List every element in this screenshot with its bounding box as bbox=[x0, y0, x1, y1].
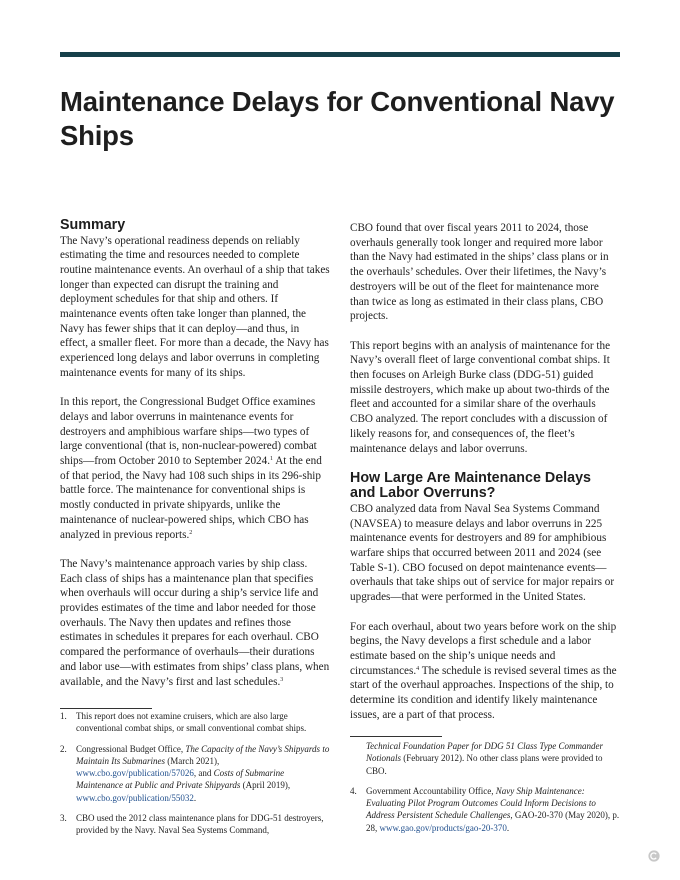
footnote-ref-3[interactable]: 3 bbox=[280, 676, 284, 683]
footnote-divider bbox=[60, 708, 152, 709]
footnotes-right bbox=[350, 740, 622, 842]
summary-paragraph-4: CBO found that over fiscal years 2011 to 2024, those overhauls generally took longer and required more labor than the Navy had estimated in the ships’ class plans or in the overhauls’ schedules. Over their lifetimes, the Navy’s destroyers will be out of the fleet for maintenance more than twice as long as estimated in their class plans, CBO projects. bbox=[350, 222, 609, 323]
summary-paragraph-2: In this report, the Congressional Budget Office examines delays and labor overruns in maintenance events for destroyers and amphibious warfare ships—two types of large conventional (that is, non-nuclear-powered) combat ships—from October 2010 to September 2024.$^1$ At the end of that period, the Navy had 108 such ships in its 296-ship battle force. The maintenance for conventional ships is mostly conducted in private shipyards, unlike the maintenance of nuclear-powered ships, which CBO has analyzed in previous reports.$^2$ bbox=[60, 396, 322, 541]
footnotes-left bbox=[60, 710, 332, 845]
header-rule bbox=[60, 52, 620, 57]
footnote-link-55032[interactable]: www.cbo.gov/publication/55032 bbox=[76, 792, 194, 803]
section-paragraph-1: CBO analyzed data from Naval Sea Systems Command (NAVSEA) to measure delays and labor overruns in 225 maintenance events for destroyers and 89 for amphibious warfare ships that occurred between 2011 and 2024 (see Table S-1). CBO focused on depot maintenance events—overhauls that take ships out of service for major repairs or upgrades—that were performed in the United States. bbox=[350, 502, 615, 604]
footnote-3-continued: Technical Foundation Paper for DDG 51 Class Type Commander Notionals (February 2012). No other class plans were provided to CBO. bbox=[366, 741, 603, 776]
footnote-divider-continued bbox=[350, 736, 442, 737]
footnote-ref-4[interactable]: 4 bbox=[416, 665, 420, 672]
footnote-2: 2. Congressional Budget Office, The Capacity of the Navy’s Shipyards to Maintain Its Submarines (March 2021), www.cbo.gov/publication/57026, and Costs of Submarine Maintenance at Public and Private Shipyards (April 2019), www.cbo.gov/publication/55032. bbox=[60, 743, 330, 803]
footnote-4: 4. Government Accountability Office, Navy Ship Maintenance: Evaluating Pilot Program Outcomes Could Inform Decisions to Address Persistent Schedule Challenges, GAO-20-370 (May 2020), p. 28, www.gao.gov/products/gao-20-370. bbox=[350, 785, 620, 833]
section-paragraph-2: For each overhaul, about two years before work on the ship begins, the Navy develops a first schedule and a labor estimate based on the ship’s unique needs and circumstances.$^4$ The schedule is revised several times as the start of the overhaul approaches. Inspections of the ship, to determine its condition and identify likely maintenance issues, are a part of that process. bbox=[350, 620, 617, 721]
footnote-ref-1[interactable]: 1 bbox=[270, 456, 274, 463]
footnote-link-gao[interactable]: www.gao.gov/products/gao-20-370 bbox=[379, 822, 507, 833]
summary-paragraph-3: The Navy’s maintenance approach varies by ship class. Each class of ships has a maintenance plan that specifies when overhauls will occur during a ship’s service life and provides estimates of the time and labor needed for those overhauls. The Navy then updates and refines those estimates in schedules it prepares for each overhaul. CBO compared the performance of overhauls—their durations and labor use—with estimates from ships’ class plans, when available, and the Navy’s first and last schedules.$^3$ bbox=[60, 557, 330, 688]
page-title: Maintenance Delays for Conventional Navy Ships bbox=[60, 86, 615, 151]
footnote-1: 1. This report does not examine cruisers, which are also large conventional combat ships, or small conventional combat ships. bbox=[60, 711, 307, 734]
right-column bbox=[350, 221, 620, 737]
section-heading-delays: How Large Are Maintenance Delays and Labor Overruns? bbox=[350, 469, 592, 502]
footnote-3: 3. CBO used the 2012 class maintenance plans for DDG-51 destroyers, provided by the Navy. Naval Sea Systems Command, bbox=[60, 813, 324, 836]
footnote-link-57026[interactable]: www.cbo.gov/publication/57026 bbox=[76, 768, 194, 779]
footnote-ref-2[interactable]: 2 bbox=[189, 529, 193, 536]
summary-heading: Summary bbox=[60, 217, 126, 233]
summary-paragraph-1: The Navy’s operational readiness depends on reliably estimating the time and resources needed to complete routine maintenance events. An overhaul of a ship that takes longer than expected can disrupt the training and deployment schedules for that ship and others. If maintenance events often take longer than planned, the Navy has fewer ships that it can deploy—and thus, in effect, a smaller fleet. For more than a decade, the Navy has experienced long delays and labor overruns in completing maintenance events for many of its ships. bbox=[60, 234, 330, 379]
left-column bbox=[60, 218, 330, 704]
cbo-logo-icon bbox=[648, 850, 660, 862]
summary-paragraph-5: This report begins with an analysis of maintenance for the Navy’s overall fleet of large conventional combat ships. It then focuses on Arleigh Burke class (DDG-51) guided missile destroyers, which make up about two-thirds of the fleet and accounted for a similar share of the overhauls CBO analyzed. The report concludes with a discussion of likely reasons for, and consequences of, the fleet’s maintenance delays and labor overruns. bbox=[350, 339, 611, 455]
